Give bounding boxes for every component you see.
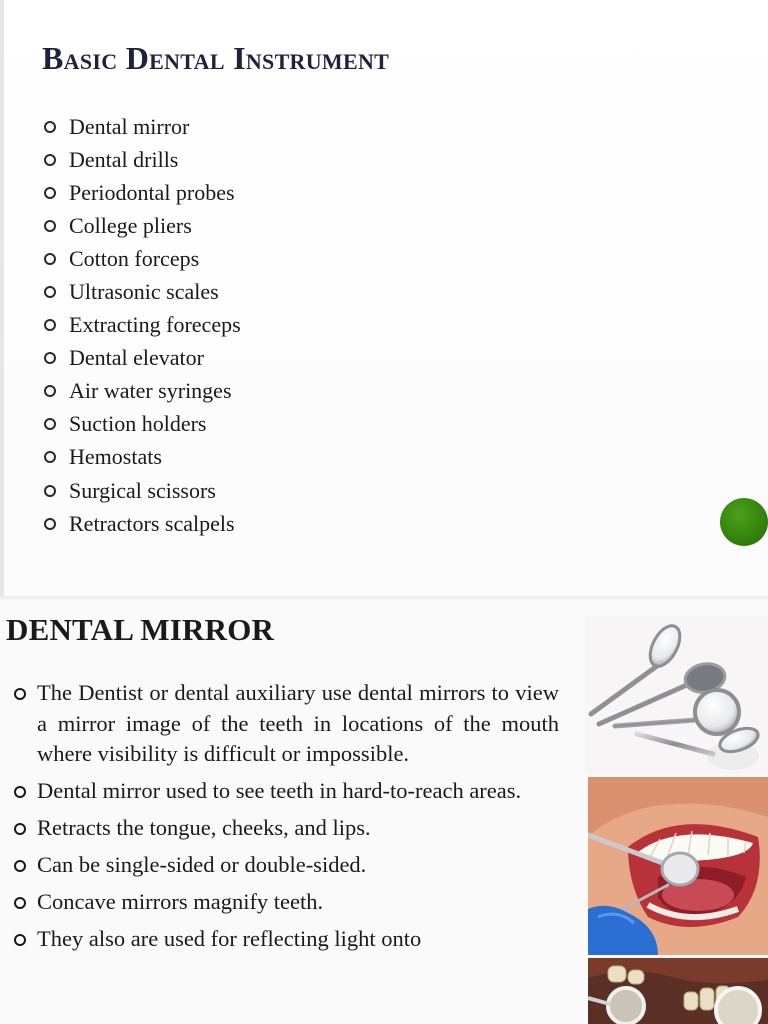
list-item: Concave mirrors magnify teeth. <box>14 887 559 918</box>
bullet-ring-icon <box>14 823 26 835</box>
bullet-ring-icon <box>44 286 56 298</box>
list-item: Dental drills <box>44 143 241 176</box>
bullet-ring-icon <box>44 121 56 133</box>
list-item: Periodontal probes <box>44 176 241 209</box>
list-item: Cotton forceps <box>44 242 241 275</box>
slide-title: DENTAL MIRROR <box>6 612 275 647</box>
mirror-bullet-list <box>14 678 559 961</box>
bullet-ring-icon <box>14 786 26 798</box>
bullet-ring-icon <box>44 253 56 265</box>
bullet-ring-icon <box>44 485 56 497</box>
dental-mirrors-photo <box>585 616 768 774</box>
bullet-ring-icon <box>44 518 56 530</box>
bullet-ring-icon <box>44 220 56 232</box>
list-item: Hemostats <box>44 441 241 474</box>
list-item: Air water syringes <box>44 375 241 408</box>
bullet-ring-icon <box>44 352 56 364</box>
list-item: Dental elevator <box>44 342 241 375</box>
mirror-in-mouth-photo <box>588 777 768 955</box>
bullet-ring-icon <box>44 187 56 199</box>
bullet-ring-icon <box>14 688 26 700</box>
bullet-ring-icon <box>14 934 26 946</box>
slide-title: Basic Dental Instrument <box>42 40 390 76</box>
list-item: They also are used for reflecting light onto <box>14 924 559 955</box>
bullet-ring-icon <box>44 385 56 397</box>
open-mouth-icon <box>588 777 768 955</box>
list-item: Surgical scissors <box>44 474 241 507</box>
teeth-reflection-icon <box>588 958 768 1024</box>
slide-dental-mirror <box>0 600 768 1024</box>
teeth-reflection-photo <box>588 958 768 1024</box>
list-item: Dental mirror <box>44 110 241 143</box>
green-dot-decoration <box>720 498 768 546</box>
bullet-ring-icon <box>44 319 56 331</box>
bullet-ring-icon <box>14 897 26 909</box>
list-item: The Dentist or dental auxiliary use dental mirrors to view a mirror image of the teeth in locations of the mouth where visibility is difficult or impossible. <box>14 678 559 770</box>
list-item: Can be single-sided or double-sided. <box>14 850 559 881</box>
list-item: Ultrasonic scales <box>44 275 241 308</box>
bullet-ring-icon <box>44 154 56 166</box>
list-item: Suction holders <box>44 408 241 441</box>
list-item: College pliers <box>44 209 241 242</box>
list-item: Dental mirror used to see teeth in hard-to-reach areas. <box>14 776 559 807</box>
list-item: Retractors scalpels <box>44 507 241 540</box>
bullet-ring-icon <box>44 451 56 463</box>
instrument-list <box>44 110 241 540</box>
bullet-ring-icon <box>44 418 56 430</box>
list-item: Extracting foreceps <box>44 309 241 342</box>
dental-mirror-icon <box>585 616 768 774</box>
list-item: Retracts the tongue, cheeks, and lips. <box>14 813 559 844</box>
bullet-ring-icon <box>14 860 26 872</box>
